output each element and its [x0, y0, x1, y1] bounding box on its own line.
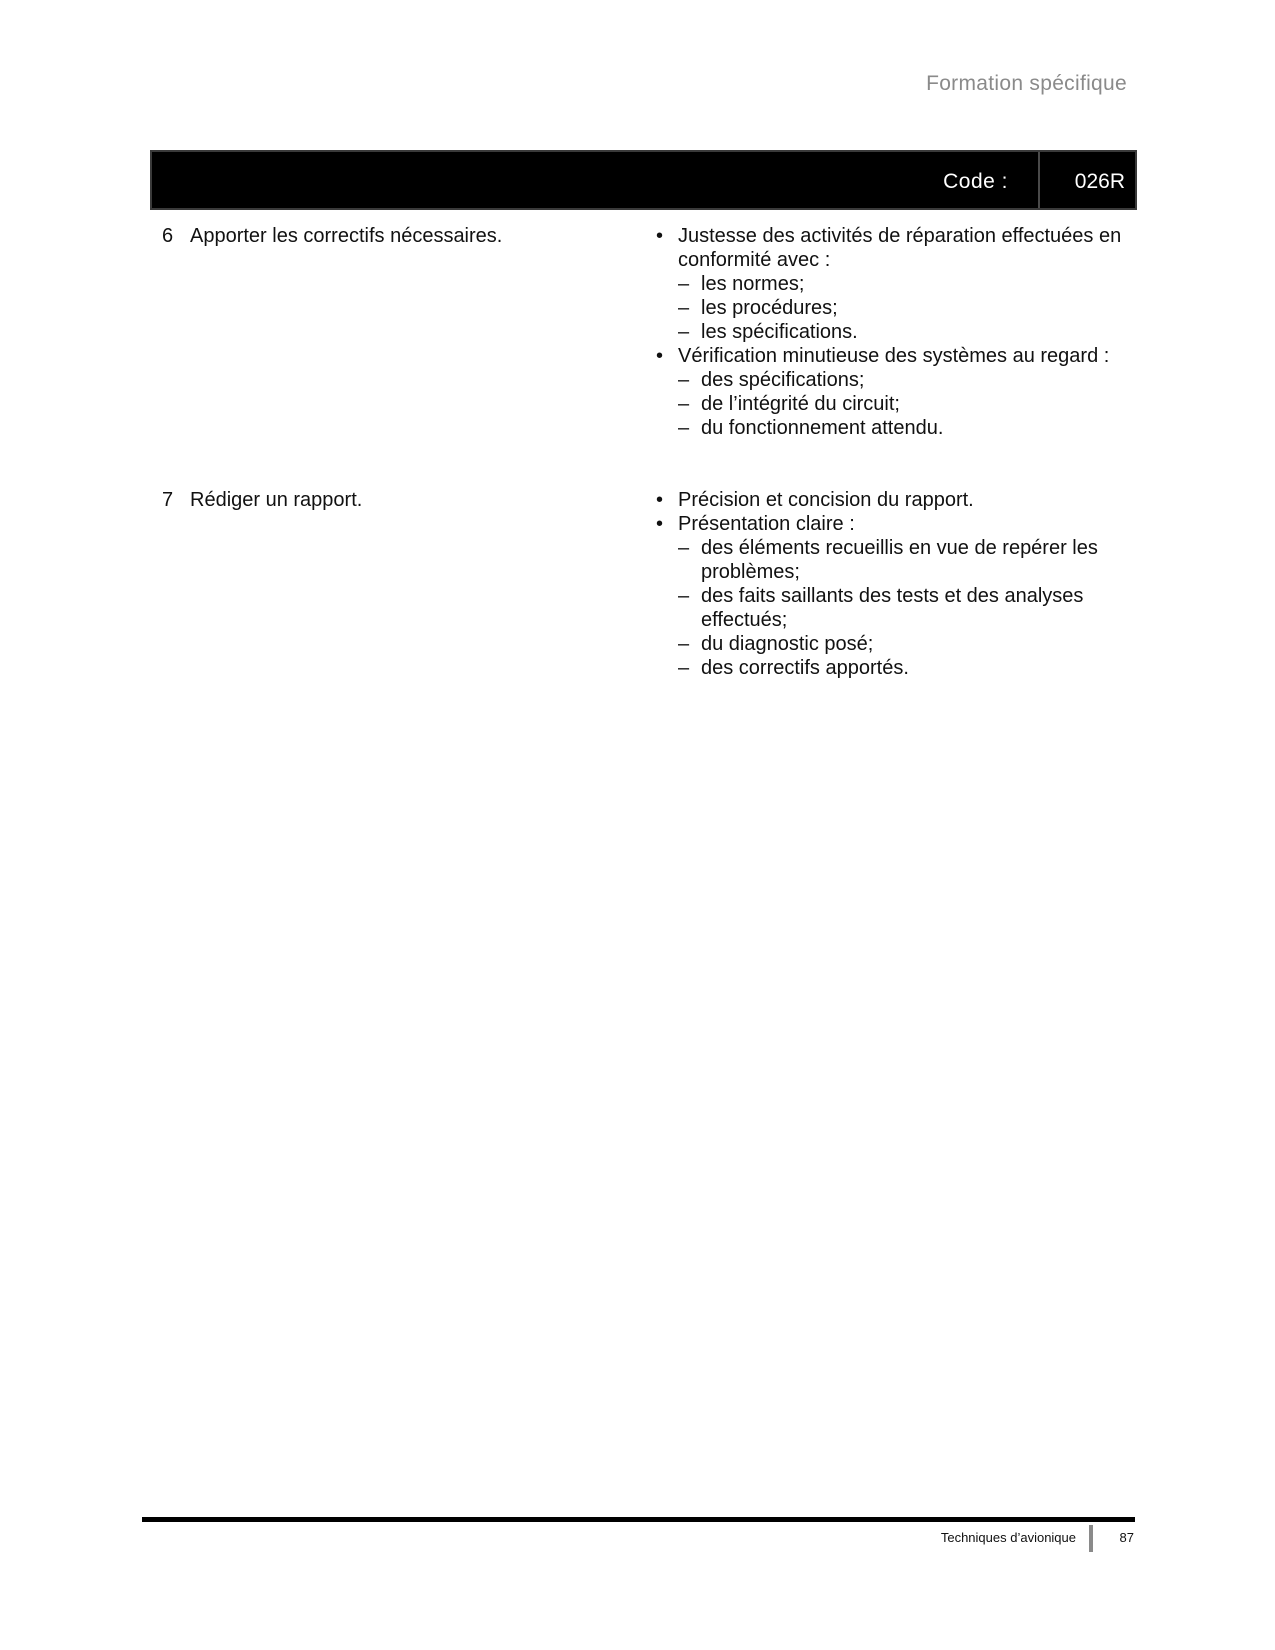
step-text: Rédiger un rapport.: [190, 489, 363, 511]
code-divider: [1038, 152, 1040, 208]
dash-icon: –: [678, 369, 690, 391]
dash-icon: –: [678, 273, 690, 295]
criterion-text: Présentation claire :: [678, 513, 855, 535]
step-text: Apporter les correctifs nécessaires.: [190, 225, 503, 247]
sub-criteria-list: [678, 272, 1124, 344]
criterion-text: Précision et concision du rapport.: [678, 489, 974, 511]
sub-criterion: [678, 272, 1124, 296]
sub-criterion: [678, 632, 1124, 656]
step-element: [162, 488, 362, 512]
sub-criteria-list: [678, 536, 1124, 680]
step-element: [162, 224, 502, 248]
criterion-item: [654, 488, 1124, 512]
bullet-icon: •: [656, 489, 664, 511]
dash-icon: –: [678, 657, 690, 679]
step-number: 7: [162, 489, 174, 511]
sub-criterion: [678, 296, 1124, 320]
sub-criterion-text: les normes;: [701, 273, 805, 295]
step-number: 6: [162, 225, 174, 247]
bullet-icon: •: [656, 345, 664, 367]
footer-title: Techniques d’avionique: [940, 1530, 1076, 1545]
dash-icon: –: [678, 321, 690, 343]
code-label: Code :: [943, 170, 1008, 193]
dash-icon: –: [678, 585, 690, 607]
dash-icon: –: [678, 393, 690, 415]
dash-icon: –: [678, 417, 690, 439]
criterion-item: [654, 224, 1124, 344]
sub-criterion-text: des spécifications;: [701, 369, 865, 391]
sub-criterion-text: du fonctionnement attendu.: [701, 417, 944, 439]
bullet-icon: •: [656, 513, 664, 535]
sub-criterion-text: des éléments recueillis en vue de repérer les problèmes;: [701, 537, 1098, 583]
page-number: 87: [1119, 1530, 1134, 1545]
sub-criterion-text: des faits saillants des tests et des analyses effectués;: [701, 585, 1084, 631]
dash-icon: –: [678, 297, 690, 319]
criterion-item: [654, 512, 1124, 680]
sub-criterion-text: du diagnostic posé;: [701, 633, 874, 655]
sub-criterion: [678, 320, 1124, 344]
footer-separator: [1089, 1525, 1093, 1552]
dash-icon: –: [678, 633, 690, 655]
dash-icon: –: [678, 537, 690, 559]
sub-criterion-text: de l’intégrité du circuit;: [701, 393, 900, 415]
code-value: 026R: [1074, 170, 1125, 193]
criterion-text: Justesse des activités de réparation effectuées en conformité avec :: [678, 225, 1122, 271]
sub-criterion-text: les procédures;: [701, 297, 838, 319]
footer-rule: [142, 1517, 1135, 1522]
criterion-item: [654, 344, 1124, 440]
sub-criterion-text: les spécifications.: [701, 321, 858, 343]
sub-criterion-text: des correctifs apportés.: [701, 657, 909, 679]
criteria-list: [654, 488, 1124, 680]
sub-criterion: [678, 368, 1124, 392]
sub-criterion: [678, 416, 1124, 440]
sub-criterion: [678, 536, 1124, 584]
sub-criteria-list: [678, 368, 1124, 440]
code-bar: [150, 150, 1137, 210]
sub-criterion: [678, 656, 1124, 680]
bullet-icon: •: [656, 225, 664, 247]
sub-criterion: [678, 392, 1124, 416]
page-header-title: Formation spécifique: [926, 72, 1127, 95]
sub-criterion: [678, 584, 1124, 632]
criteria-list: [654, 224, 1124, 440]
criterion-text: Vérification minutieuse des systèmes au regard :: [678, 345, 1110, 367]
